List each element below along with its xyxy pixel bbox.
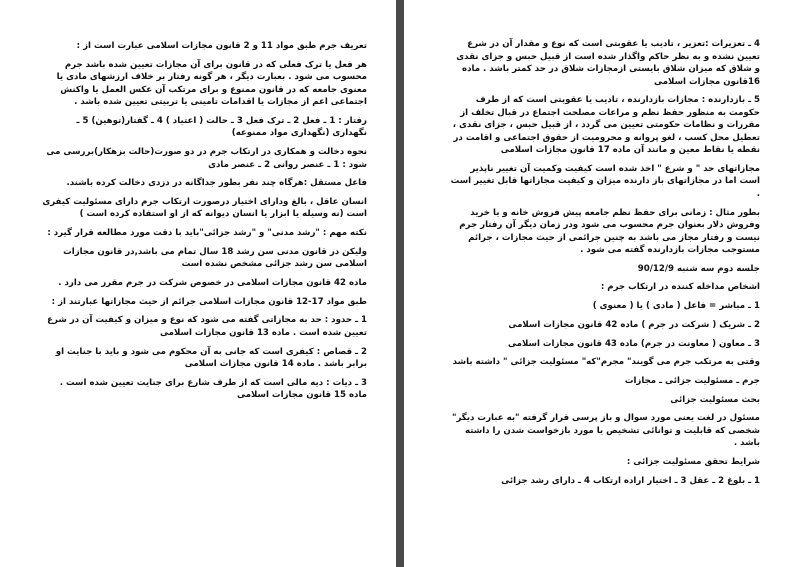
paragraph: مجازاتهای حد " و شرع " اخذ شده است کیفیت وکمیت آن تغییر ناپذیر است اما در مجازاتهای باز دارنده میزان و کیفیت مجازاتها قابل تغییر است . (450, 163, 760, 199)
paragraph: وقتی به مرتکب جرم می گویند" مجرم"که" مسئولیت جزائی " داشته باشد (452, 357, 760, 368)
paragraph: 4 ـ تعزیرات :تعزیر ، تادیب یا عقوبتی است که نوع و مقدار آن در شرع تعیین نشده و به نظر حاکم واگذار شده است از قبیل حبس و جزای نقدی و شلاق که میزان شلاق بایستی ازمجازات شلاق در حد کمتر باشد . ماده 16قانون مجازات اسلامی (456, 39, 760, 87)
paragraph: ولیکن در قانون مدنی سن رشد 18 سال تمام می باشد,در قانون مجازات اسلامی سن رشد جزائی مشخص نشده است (63, 246, 367, 270)
right-page (404, 0, 800, 567)
right-page-text (448, 38, 760, 493)
paragraph: جرم ـ مسئولیت جزائی ـ مجازات (624, 375, 760, 386)
paragraph: شرایط تحقق مسئولیت جزائی : (626, 456, 760, 467)
paragraph: فاعل مستقل :هرگاه چند نفر بطور جداگانه در دزدی دخالت کرده باشند. (66, 178, 367, 189)
paragraph: نکته مهم : "رشد مدنی" و "رشد جزائی"باید با دقت مورد مطالعه قرار گیرد : (47, 228, 367, 239)
left-page-text (42, 40, 367, 408)
paragraph: انسان عاقل ، بالغ ودارای اختیار درصورت ارتکاب جرم دارای مسئولیت کیفری است (نه وسیله یا ابزار یا انسان دیوانه که از او استفاده کرده است ) (42, 196, 367, 220)
paragraph: 1 ـ مباشر = فاعل ( مادی ) یا ( معنوی ) (592, 301, 760, 312)
paragraph: 2 ـ شریک ( شرکت در جرم ) ماده 42 قانون مجازات اسلامی (508, 319, 760, 330)
paragraph: رفتار : 1 ـ فعل 2 ـ ترک فعل 3 ـ حالت ( اعتیاد ) 4 ـ گفتار(توهین) 5 ـ نگهداری (نگهداری مواد ممنوعه) (76, 115, 367, 139)
paragraph: 2 ـ قصاص : کیفری است که جانی به آن محکوم می شود و باید با جنایت او برابر باشد . ماده 14 قانون مجازات اسلامی (55, 346, 367, 370)
paragraph: جلسه دوم سه شنبه 90/12/9 (637, 263, 760, 274)
paragraph: 5 ـ بازدارنده : مجازات بازدارنده ، تادیب یا عقوبتی است که از طرف حکومت به منظور حفظ نظم و مراعات مصلحت اجتماع در قبال تخلف از مقررات و نظامات حکومتی تعیین می گردد ، از قبیل حبس ، جزای نقدی ، تعطیل محل کسب ، لغو پروانه و محرومیت از حقوق اجتماعی و اقامت در نقطه یا نقاط معین و مانند آن ماده 17 قانون مجازات اسلامی (452, 95, 760, 156)
paragraph: ماده 42 قانون مجازات اسلامی در خصوص شرکت در جرم مقرر می دارد . (58, 278, 367, 288)
paragraph: 1 ـ بلوغ 2 ـ عقل 3 ـ اختیار اراده ارتکاب 4 ـ دارای رشد جزائی (501, 475, 760, 486)
page-divider (396, 0, 404, 567)
paragraph: هر فعل یا ترک فعلی که در قانون برای آن مجازات تعیین شده باشد جرم محسوب می شود . بعبارت دیگر ، هر گونه رفتار بر خلاف ارزشهای مادی یا معنوی جامعه که در قانون ممنوع و برای مرتکب آن عکس العمل یا واکنش اجتماعی اعم از مجازات یا اقدامات تامینی یا تربیتی تعیین شده باشد . (56, 59, 367, 108)
paragraph: بحث مسئولیت جزائی (670, 394, 760, 405)
left-page (0, 0, 396, 567)
paragraph: طبق مواد 17-12 قانون مجازات اسلامی جرائم از حیث مجازاتها عبارتند از : (51, 296, 367, 307)
paragraph: اشخاص مداخله کننده در ارتکاب جرم : (600, 282, 760, 293)
paragraph: مسئول در لغت یعنی مورد سوال و باز پرسی قرار گرفته "به عبارت دیگر" شخصی که قابلیت و توانائی تشخیص یا مورد بازخواست شدن را داشته باشد . (451, 413, 760, 449)
paragraph: تعریف جرم طبق مواد 11 و 2 قانون مجازات اسلامی عبارت است از : (76, 41, 367, 51)
paragraph: بطور مثال : زمانی برای حفظ نظم جامعه پیش فروش خانه و یا خرید وفروش دلار بعنوان جرم محسوب می شود ودر زمان دیگر آن رفتار جرم نیست و رفتار مجاز می باشد به چنین جرائمی از حیث مجازات ، جرائم مستوجب مجازات بازدارنده گفته می شود . (459, 207, 760, 256)
paragraph: نحوه دخالت و همکاری در ارتکاب جرم در دو صورت(حالت بزهکار)بررسی می شود : 1 ـ عنصر روانی 2 ـ عنصر مادی (46, 147, 367, 170)
paragraph: 3 ـ دیات : دیه مالی است که از طرف شارع برای جنایت تعیین شده است . ماده 15 قانون مجازات اسلامی (59, 377, 367, 401)
paragraph: 1 ـ حدود : حد به مجازاتی گفته می شود که نوع و میزان و کیفیت آن در شرع تعیین شده است . ماده 13 قانون مجازات اسلامی (47, 315, 367, 338)
paragraph: 3 ـ معاون ( معاونت در جرم) ماده 43 قانون مجازات اسلامی (507, 338, 760, 349)
